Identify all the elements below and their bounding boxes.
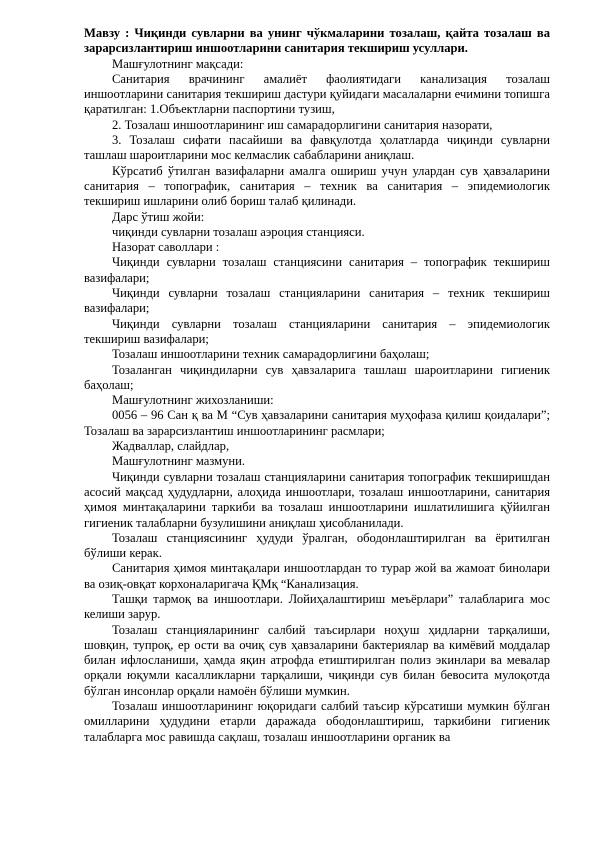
paragraph: Машғулотнинг мақсади: — [112, 56, 244, 71]
paragraph: Дарс ўтиш жойи: — [112, 209, 205, 224]
paragraph: Чиқинди сувларни тозалаш станцияларини санитария топографик текширишдан асосий мақсад ҳудудларни, алоҳида иншоотлари, тозалаш иншоотларини, санитария ҳимоя минтақаларини таркиби ва тозалаш иншоотларини ишлатилишига қўйилган гигиеник талабларни бузулишини аниқлаш ҳисобланилади. — [84, 469, 550, 530]
paragraph: Тозалаш станциясининг ҳудуди ўралган, ободонлаштирилган ва ёритилган бўлиши керак. — [84, 530, 550, 561]
paragraph: Тозаланган чиқиндиларни сув ҳавзаларига ташлаш шароитларини гигиеник баҳолаш; — [84, 362, 550, 392]
paragraph: Санитария ҳимоя минтақалари иншоотлардан то турар жой ва жамоат бинолари ва озиқ-овқат корхоналаригача ҚМқ “Канализация. — [84, 561, 550, 591]
paragraph: Назорат саволлари : — [112, 240, 220, 255]
paragraph: Жадваллар, слайдлар, — [112, 439, 230, 454]
paragraph: Тозалаш станцияларининг салбий таъсирлари ноҳуш ҳидларни тарқалиши, шовқин, тупроқ, ер ости ва очиқ сув ҳавзаларини бактериялар ва кимёвий моддалар билан ифлосланиши, ҳамда яқин атрофда етиштирилган полиз экинлари ва мевалар орқали юқумли касалликларни тарқалиши, чиқинди сув билан бевосита мулоқотда бўлган инсонлар орқали намоён бўлиши мумкин. — [84, 622, 550, 698]
paragraph: Тозалаш иншоотларини техник самарадорлигини баҳолаш; — [112, 347, 430, 362]
paragraph: 3. Тозалаш сифати пасайиши ва фавқулотда ҳолатларда чиқинди сувларни ташлаш шароитларини мос келмаслик сабабларини аниқлаш. — [84, 133, 550, 163]
paragraph: Кўрсатиб ўтилган вазифаларни амалга ошириш учун улардан сув ҳавзаларини санитария – топографик, санитария – техник ва санитария – эпидемиологик текшириш ишларини олиб бориш талаб қилинади. — [84, 163, 550, 209]
paragraph: Чиқинди сувларни тозалаш станциясини санитария – топографик текшириш вазифалари; — [84, 255, 550, 285]
paragraph: Чиқинди сувларни тозалаш станцияларини санитария – техник текшириш вазифалари; — [84, 286, 550, 316]
paragraph: чиқинди сувларни тозалаш аэроция станцияси. — [112, 224, 365, 239]
document-title: Мавзу : Чиқинди сувларни ва унинг чўкмаларини тозалаш, қайта тозалаш ва зарарсизлантириш иншоотларини санитария текшириш усуллари. — [84, 26, 550, 56]
paragraph: Тозалаш иншоотларининг юқоридаги салбий таъсир кўрсатиши мумкин бўлган омилларини ҳудудини етарли даражада ободонлаштириш, таркибини гигиеник талабларга мос равишда сақлаш, тозалаш иншоотларини органик ва — [84, 699, 550, 744]
paragraph: 2. Тозалаш иншоотларининг иш самарадорлигини санитария назорати, — [112, 117, 493, 132]
paragraph: Ташқи тармоқ ва иншоотлари. Лойиҳалаштириш меъёрлари” талабларига мос келиши зарур. — [84, 591, 550, 622]
paragraph: Машғулотнинг мазмуни. — [112, 454, 246, 469]
paragraph: Чиқинди сувларни тозалаш станцияларини санитария – эпидемиологик текшириш вазифалари; — [84, 316, 550, 346]
paragraph: Санитария врачининг амалиёт фаолиятидаги канализация тозалаш иншоотларини санитария текшириш дастури қуйидаги масалаларни ечимини топишга қаратилган: 1.Объектларни паспортини тузиш, — [84, 71, 550, 117]
paragraph: 0056 – 96 Сан қ ва М “Сув ҳавзаларини санитария муҳофаза қилиш қоидалари”; Тозалаш ва зарарсизлантиш иншоотларининг расмлари; — [84, 408, 550, 438]
paragraph: Машғулотнинг жихозланиши: — [112, 393, 274, 408]
